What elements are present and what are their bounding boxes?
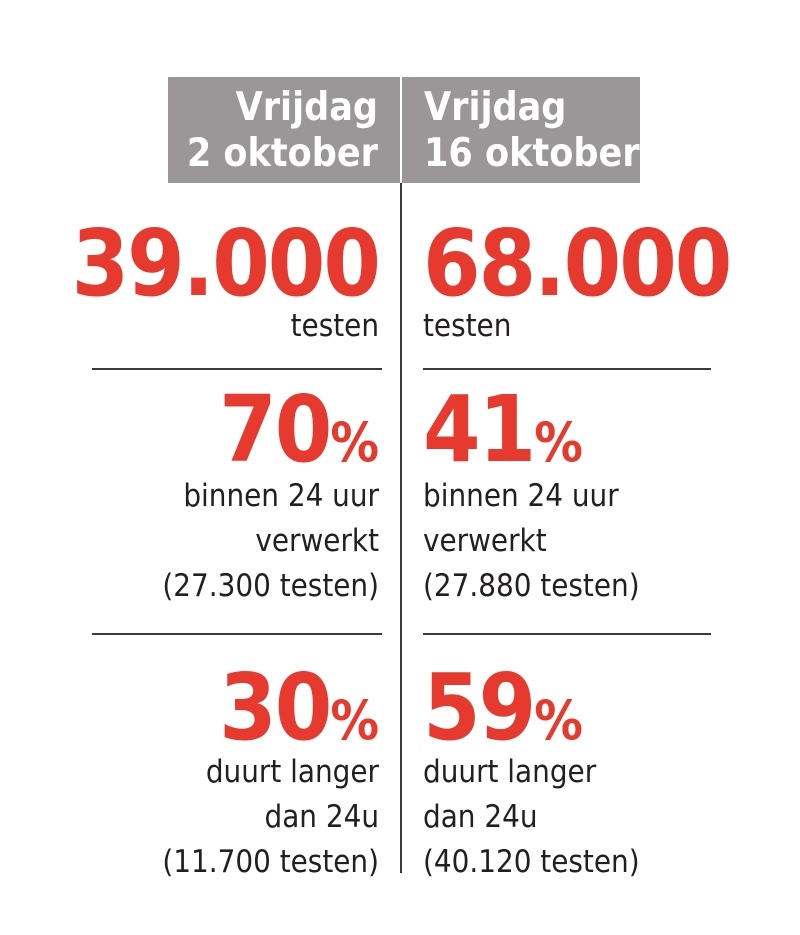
within-24h-desc-left: binnen 24 uur verwerkt (27.300 testen) [162,478,379,604]
header-gap [400,77,402,183]
within-24h-pct-right: 41% [423,376,583,483]
header-date: 16 oktober [424,131,640,176]
header-day: Vrijdag [424,85,567,130]
total-tests-left: 39.000 [71,210,379,317]
column-header-left [168,77,400,183]
column-divider [400,77,402,873]
column-header-right [401,77,640,183]
row-rule-right [423,368,711,370]
longer-24h-pct-right: 59% [423,654,583,761]
within-24h-pct-left: 70% [219,376,379,483]
within-24h-desc-right: binnen 24 uur verwerkt (27.880 testen) [423,478,640,604]
header-date: 2 oktober [186,131,378,176]
header-day: Vrijdag [235,85,378,130]
longer-24h-desc-right: duurt langer dan 24u (40.120 testen) [423,754,640,880]
total-tests-right: 68.000 [423,210,731,317]
row-rule-left [92,368,382,370]
row-rule-right [423,633,711,635]
row-rule-left [92,633,382,635]
total-label-left: testen [290,308,379,344]
longer-24h-desc-left: duurt langer dan 24u (11.700 testen) [162,754,379,880]
total-label-right: testen [423,308,512,344]
longer-24h-pct-left: 30% [219,654,379,761]
